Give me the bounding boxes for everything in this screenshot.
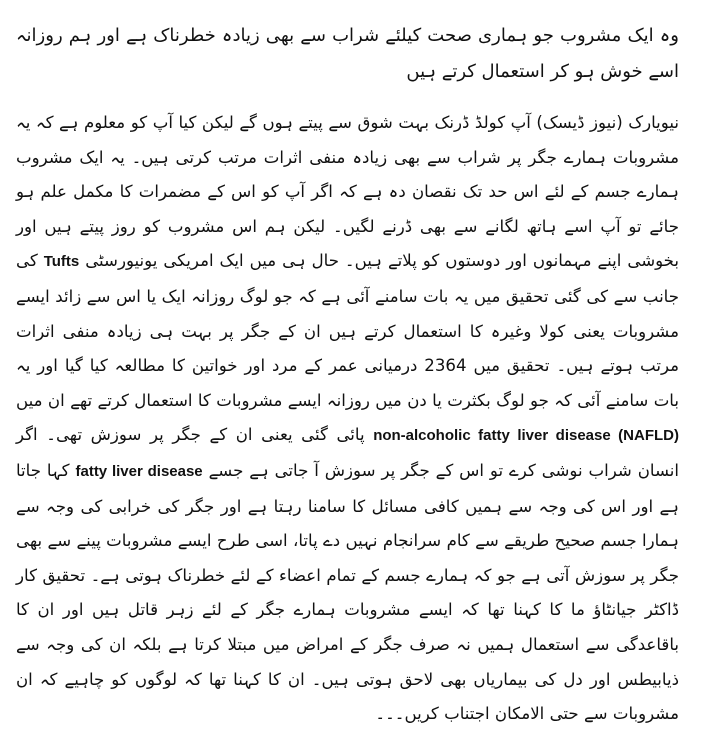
university-name: Tufts [43, 253, 80, 271]
disease-short-english-name: fatty liver disease [75, 462, 203, 480]
article-heading: وہ ایک مشروب جو ہماری صحت کیلئے شراب سے بھی زیادہ خطرناک ہے اور ہم روزانہ اسے خوش ہو کر استعمال کرتے ہیں [16, 25, 679, 82]
body-segment-4: کہا جاتا ہے اور اس کی وجہ سے ہمیں کافی مسائل کا سامنا رہتا ہے اور جگر کی خرابی کی وجہ سے ہمارا جسم صحیح طریقے سے کام سرانجام نہیں دے پاتا، اسی طرح ایسے مشروبات پینے سے بھی جگر پر سوزش آتی ہے جو کہ ہمارے جسم کے تمام اعضاء کے لئے خطرناک ہوتی ہے۔ تحقیق کار ڈاکٹر جیانٹاؤ ما کا کہنا تھا کہ ایسے مشروبات ہمارے جگر کے لئے زہر قاتل ہیں اور ان کا باقاعدگی سے استعمال ہمیں نہ صرف جگر کے امراض میں مبتلا کرتا ہے بلکہ ان کی وجہ سے ذیابیطس اور دل کی بیماریاں بھی لاحق ہوتی ہیں۔ ان کا کہنا تھا کہ لوگوں کو چاہیے کہ ان مشروبات سے حتی الامکان اجتناب کریں۔۔۔ [16, 460, 679, 724]
article-body [16, 106, 679, 732]
body-segment-1: نیویارک (نیوز ڈیسک) آپ کولڈ ڈرنک بہت شوق سے پیتے ہوں گے لیکن کیا آپ کو معلوم ہے کہ یہ مشروبات ہمارے جگر پر شراب سے بھی زیادہ منفی اثرات مرتب کرتی ہیں۔ یہ ایک مشروب ہمارے جسم کے لئے اس حد تک نقصان دہ ہے کہ اگر آپ کو اس کے مضمرات کا مکمل علم ہو جائے تو آپ اسے ہاتھ لگانے سے بھی ڈرنے لگیں۔ لیکن ہم اس مشروب کو روز پیتے ہیں اور بخوشی اپنے مہمانوں اور دوستوں کو پلاتے ہیں۔ حال ہی میں ایک امریکی یونیورسٹی [16, 113, 679, 271]
body-segment-2: کی جانب سے کی گئی تحقیق میں یہ بات سامنے آئی ہے کہ جو لوگ روزانہ ایک یا اس سے زائد ایسے مشروبات یعنی کولا وغیرہ کا استعمال کرتے ہیں ان کے جگر پر بہت ہی زیادہ منفی اثرات مرتب ہوتے ہیں۔ تحقیق میں 2364 درمیانی عمر کے مرد اور خواتین کا مطالعہ کیا گیا اور یہ بات سامنے آئی کہ جو لوگ بکثرت یا دن میں روزانہ ایسے مشروبات کا استعمال کرتے تھے ان میں [16, 251, 679, 410]
disease-english-name: non-alcoholic fatty liver disease (NAFLD) [373, 427, 679, 445]
body-segment-3: پائی گئی یعنی ان کے جگر پر سوزش تھی۔ اگر انسان شراب نوشی کرے تو اس کے جگر پر سوزش آ جاتی ہے جسے [16, 425, 679, 480]
